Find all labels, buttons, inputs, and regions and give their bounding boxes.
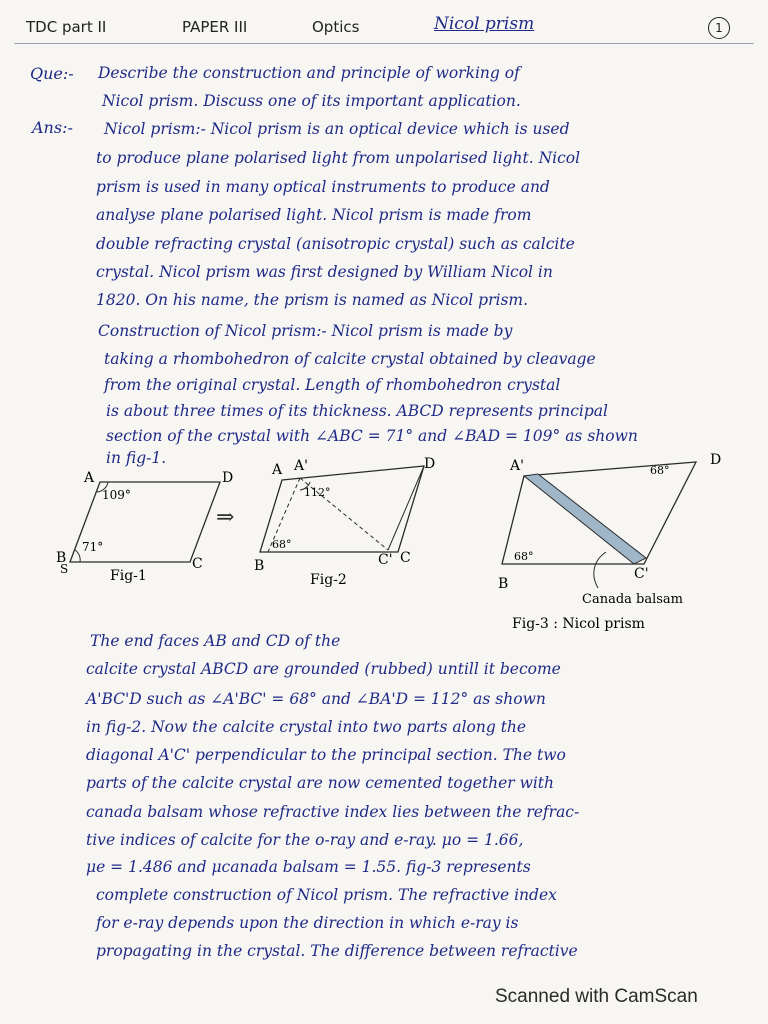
construction-line: in fig-1. — [106, 449, 167, 467]
construction-line: is about three times of its thickness. ABCD represents principal — [106, 402, 608, 420]
course-label: TDC part II — [26, 18, 107, 36]
fig1-caption: Fig-1 — [110, 568, 147, 584]
fig2-angle-112: 112° — [304, 486, 331, 499]
fig3-vertex-c-prime: C' — [634, 566, 649, 582]
scan-watermark: Scanned with CamScan — [495, 986, 698, 1007]
body-line: for e-ray depends upon the direction in which e-ray is — [96, 914, 519, 932]
subject-label: Optics — [312, 18, 360, 36]
answer-line: Nicol prism:- Nicol prism is an optical device which is used — [104, 120, 570, 138]
fig3-vertex-a-prime: A' — [510, 458, 524, 474]
fig2-vertex-a-prime: A' — [294, 458, 308, 474]
fig3-vertex-d: D — [710, 452, 722, 468]
fig3-angle-68-top: 68° — [650, 464, 670, 477]
body-line: calcite crystal ABCD are grounded (rubbed) untill it become — [86, 660, 561, 678]
fig3-vertex-b: B — [498, 576, 509, 592]
fig3-canada-balsam-label: Canada balsam — [582, 592, 684, 607]
answer-line: to produce plane polarised light from unpolarised light. Nicol — [96, 149, 581, 167]
fig1-vertex-c: C — [192, 556, 203, 572]
fig2-angle-68: 68° — [272, 538, 292, 551]
fig3-caption: Fig-3 : Nicol prism — [512, 616, 645, 632]
figure-1 — [50, 470, 250, 590]
figure-3 — [494, 452, 744, 642]
answer-line: 1820. On his name, the prism is named as Nicol prism. — [96, 291, 529, 309]
fig1-vertex-a: A — [84, 470, 95, 486]
fig2-vertex-c: C — [400, 550, 411, 566]
construction-line: from the original crystal. Length of rhombohedron crystal — [104, 376, 561, 394]
body-line: canada balsam whose refractive index lies between the refrac- — [86, 803, 580, 821]
header-rule — [14, 43, 754, 44]
fig2-vertex-b: B — [254, 558, 265, 574]
fig2-vertex-d: D — [424, 456, 436, 472]
body-line: μe = 1.486 and μcanada balsam = 1.55. fig-3 represents — [86, 858, 531, 876]
answer-line: crystal. Nicol prism was first designed by William Nicol in — [96, 263, 553, 281]
fig1-drawing — [50, 470, 250, 590]
topic-title: Nicol prism — [434, 14, 535, 34]
transform-arrow: ⇒ — [216, 505, 235, 530]
page-number: 1 — [708, 17, 730, 39]
body-line: tive indices of calcite for the o-ray and e-ray. μo = 1.66, — [86, 831, 524, 849]
question-line: Describe the construction and principle of working of — [98, 64, 520, 82]
question-line: Nicol prism. Discuss one of its important application. — [102, 92, 521, 110]
fig1-vertex-b: B — [56, 550, 67, 566]
construction-line: section of the crystal with ∠ABC = 71° and ∠BAD = 109° as shown — [106, 427, 638, 445]
fig1-vertex-d: D — [222, 470, 234, 486]
fig1-marker: S — [60, 562, 69, 576]
question-label: Que:- — [30, 64, 74, 83]
body-line: A'BC'D such as ∠A'BC' = 68° and ∠BA'D = 112° as shown — [86, 690, 546, 708]
answer-label: Ans:- — [32, 118, 73, 137]
page-header — [0, 0, 768, 46]
body-line: complete construction of Nicol prism. The refractive index — [96, 886, 557, 904]
fig2-caption: Fig-2 — [310, 572, 347, 588]
construction-line: taking a rhombohedron of calcite crystal obtained by cleavage — [104, 350, 596, 368]
fig3-pointer — [594, 552, 606, 588]
fig2-vertex-a: A — [272, 462, 283, 478]
answer-line: prism is used in many optical instruments to produce and — [96, 178, 550, 196]
construction-line: Construction of Nicol prism:- Nicol prism is made by — [98, 322, 513, 340]
answer-line: double refracting crystal (anisotropic crystal) such as calcite — [96, 235, 575, 253]
body-line: propagating in the crystal. The difference between refractive — [96, 942, 578, 960]
fig3-drawing — [494, 452, 744, 642]
fig3-angle-68-bottom: 68° — [514, 550, 534, 563]
fig1-angle-arc — [75, 550, 80, 562]
body-line: in fig-2. Now the calcite crystal into two parts along the — [86, 718, 527, 736]
fig2-ground-edge — [388, 466, 424, 550]
fig3-canada-balsam-layer — [524, 474, 646, 564]
paper-label: PAPER III — [182, 18, 248, 36]
body-line: The end faces AB and CD of the — [90, 632, 341, 650]
body-line: diagonal A'C' perpendicular to the principal section. The two — [86, 746, 566, 764]
body-line: parts of the calcite crystal are now cemented together with — [86, 774, 555, 792]
fig1-angle-71: 71° — [82, 540, 104, 554]
figure-2 — [248, 456, 448, 596]
answer-line: analyse plane polarised light. Nicol prism is made from — [96, 206, 532, 224]
fig1-angle-109: 109° — [102, 488, 131, 502]
fig2-vertex-c-prime: C' — [378, 552, 393, 568]
